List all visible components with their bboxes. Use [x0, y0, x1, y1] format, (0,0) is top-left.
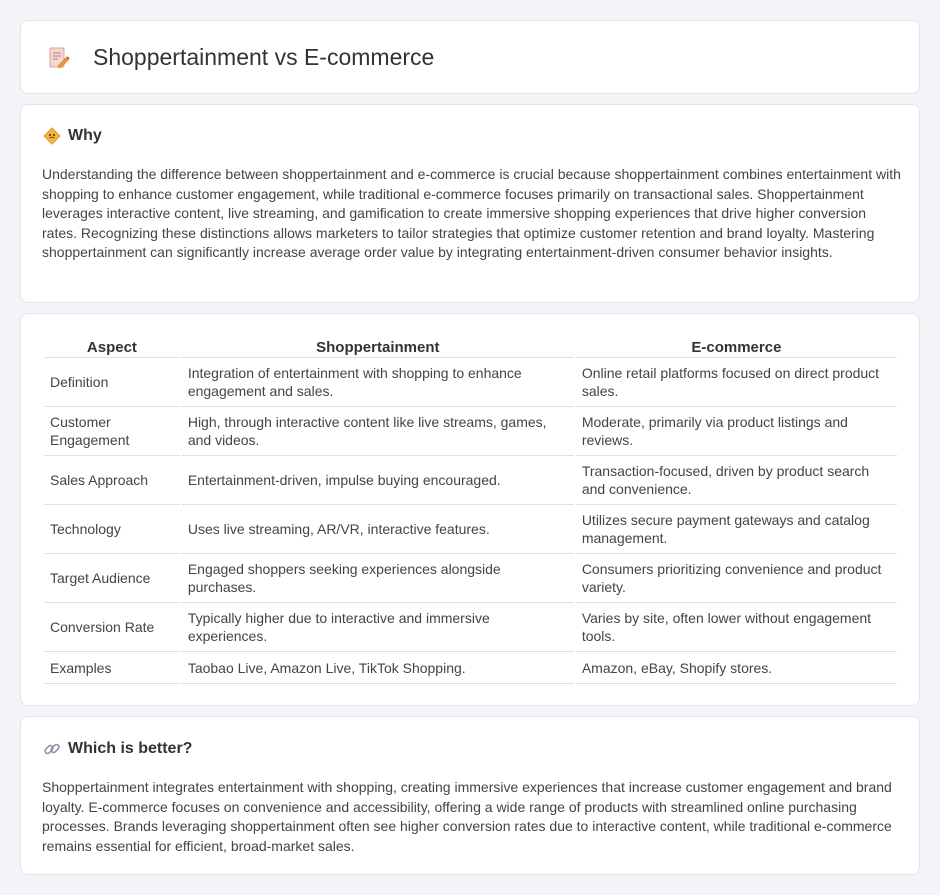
table-cell-ecommerce: Amazon, eBay, Shopify stores. [576, 652, 897, 684]
table-row [44, 603, 897, 652]
which-is-better-text: Shoppertainment integrates entertainment with shopping, creating immersive experiences that increase customer engagement and brand loyalty. E-commerce focuses on convenience and accessibility, offering a wide range of products with streamlined online purchasing processes. Brands leveraging shoppertainment often see higher conversion rates due to interactive content, while traditional e-commerce remains essential for efficient, broad-market sales. [42, 779, 892, 854]
comparison-table [42, 335, 899, 684]
diamond-warning-icon [43, 127, 61, 145]
link-icon [43, 740, 61, 758]
page-title: Shoppertainment vs E-commerce [93, 44, 435, 70]
table-cell-shoppertainment: High, through interactive content like live streams, games, and videos. [182, 407, 574, 456]
table-cell-shoppertainment: Engaged shoppers seeking experiences alongside purchases. [182, 554, 574, 603]
table-cell-aspect: Sales Approach [44, 456, 180, 505]
table-cell-aspect: Examples [44, 652, 180, 684]
table-cell-ecommerce: Online retail platforms focused on direct product sales. [576, 358, 897, 407]
column-header-ecommerce: E-commerce [576, 335, 897, 358]
table-cell-aspect: Customer Engagement [44, 407, 180, 456]
column-header-aspect: Aspect [44, 335, 180, 358]
table-cell-ecommerce: Transaction-focused, driven by product search and convenience. [576, 456, 897, 505]
table-row [44, 456, 897, 505]
table-cell-shoppertainment: Typically higher due to interactive and immersive experiences. [182, 603, 574, 652]
why-title: Why [68, 127, 102, 144]
why-section [20, 104, 920, 303]
header-card [20, 20, 920, 94]
document-pencil-icon [47, 46, 71, 70]
comparison-table-card [20, 313, 920, 706]
table-cell-ecommerce: Varies by site, often lower without engagement tools. [576, 603, 897, 652]
table-cell-ecommerce: Consumers prioritizing convenience and product variety. [576, 554, 897, 603]
which-is-better-title: Which is better? [68, 740, 193, 757]
table-cell-ecommerce: Utilizes secure payment gateways and catalog management. [576, 505, 897, 554]
table-cell-shoppertainment: Uses live streaming, AR/VR, interactive features. [182, 505, 574, 554]
column-header-shoppertainment: Shoppertainment [182, 335, 574, 358]
table-cell-aspect: Technology [44, 505, 180, 554]
table-row [44, 505, 897, 554]
table-cell-shoppertainment: Integration of entertainment with shopping to enhance engagement and sales. [182, 358, 574, 407]
why-heading [43, 127, 102, 145]
table-row [44, 554, 897, 603]
table-cell-aspect: Conversion Rate [44, 603, 180, 652]
table-cell-aspect: Target Audience [44, 554, 180, 603]
which-is-better-heading [43, 740, 192, 758]
table-cell-shoppertainment: Entertainment-driven, impulse buying encouraged. [182, 456, 574, 505]
table-cell-shoppertainment: Taobao Live, Amazon Live, TikTok Shopping. [182, 652, 574, 684]
table-cell-aspect: Definition [44, 358, 180, 407]
which-is-better-section [20, 716, 920, 875]
why-text: Understanding the difference between shoppertainment and e-commerce is crucial because shoppertainment combines entertainment with shopping to enhance customer engagement, while traditional e-commerce focuses primarily on transactional sales. Shoppertainment leverages interactive content, live streaming, and gamification to create immersive shopping experiences that drive higher conversion rates. Recognizing these distinctions allows marketers to tailor strategies that optimize customer retention and brand loyalty. Mastering shoppertainment can significantly increase average order value by integrating entertainment-driven consumer behavior insights. [42, 166, 901, 261]
table-row [44, 652, 897, 684]
table-row [44, 407, 897, 456]
table-header-row [44, 335, 897, 358]
table-cell-ecommerce: Moderate, primarily via product listings and reviews. [576, 407, 897, 456]
table-row [44, 358, 897, 407]
